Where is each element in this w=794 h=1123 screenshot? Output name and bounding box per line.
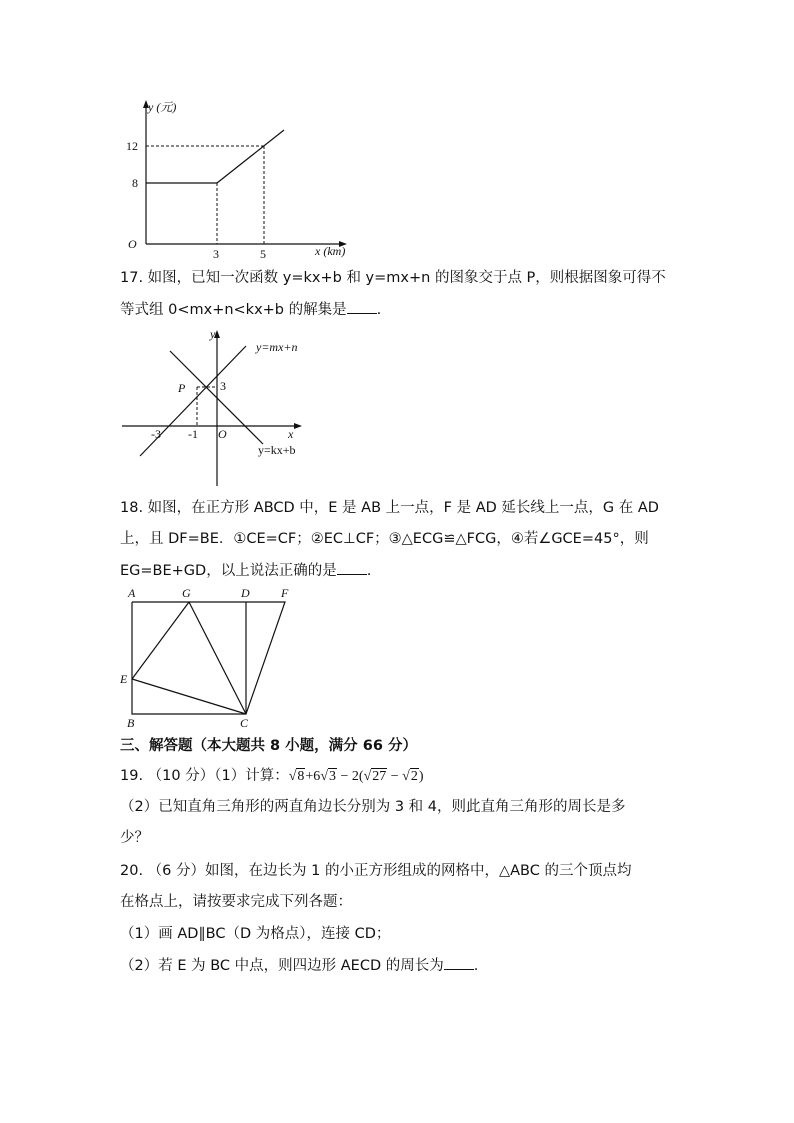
q17-line2-text: 等式组 0<mx+n<kx+b 的解集是 xyxy=(120,302,347,318)
radicand-27: 27 xyxy=(372,769,387,784)
point-p-label: P xyxy=(178,381,186,395)
label-e: E xyxy=(120,672,128,686)
linear-functions-svg xyxy=(118,326,318,486)
q20-end: . xyxy=(473,958,479,974)
tick-m1: -1 xyxy=(188,427,198,441)
radical-8: √8 xyxy=(288,769,305,784)
close-paren: ) xyxy=(418,769,424,784)
x-tick-5: 5 xyxy=(260,247,266,261)
y-axis-label: y (元) xyxy=(148,100,177,114)
q20-line2: 在格点上，请按要求完成下列各题： xyxy=(120,894,352,910)
q18-line3 xyxy=(120,560,371,581)
answer-blank xyxy=(347,299,377,314)
q19-prefix: 19. （10 分）（1）计算： xyxy=(120,768,289,784)
q20-line3: （1）画 AD∥BC（D 为格点），连接 CD； xyxy=(120,926,391,942)
fare-graph xyxy=(118,96,358,261)
q20-line4-text: （2）若 E 为 BC 中点，则四边形 AECD 的周长为 xyxy=(120,958,444,974)
x-tick-3: 3 xyxy=(213,247,219,261)
q20-line1: 20. （6 分）如图，在边长为 1 的小正方形组成的网格中，△ABC 的三个顶点均 xyxy=(120,863,632,879)
square-figure xyxy=(118,586,303,731)
q20-line4 xyxy=(120,955,478,976)
tick-m3: -3 xyxy=(151,427,161,441)
line-kb-label: y=kx+b xyxy=(258,443,296,457)
radical-27: √27 xyxy=(363,769,387,784)
q18-line3-text: EG=BE+GD，以上说法正确的是 xyxy=(120,563,337,579)
q18-line1: 18. 如图，在正方形 ABCD 中，E 是 AB 上一点，F 是 AD 延长线上一点，G 在 AD xyxy=(120,500,659,516)
y-tick-8: 8 xyxy=(132,176,138,190)
segment-eg xyxy=(132,602,189,679)
x-axis-arrow xyxy=(294,423,302,429)
tick-3: 3 xyxy=(220,379,226,393)
radical-3: √3 xyxy=(320,769,336,784)
outer-shape xyxy=(132,602,285,714)
q17-line2 xyxy=(120,299,381,320)
fare-graph-svg xyxy=(118,96,358,261)
segment-gc xyxy=(189,602,246,714)
q17-line1: 17. 如图，已知一次函数 y=kx+b 和 y=mx+n 的图象交于点 P，则根据图象可得不 xyxy=(120,270,666,286)
origin-label: O xyxy=(218,427,227,441)
radical-2: √2 xyxy=(402,769,418,784)
plus-6: +6 xyxy=(305,769,321,784)
radicand-2: 2 xyxy=(410,769,418,784)
q19-part2-line2: 少？ xyxy=(120,830,149,846)
origin-label: O xyxy=(128,237,137,251)
q18-line2: 上，且 DF=BE．①CE=CF；②EC⊥CF；③△ECG≌△FCG，④若∠GCE=45°，则 xyxy=(120,531,649,547)
label-b: B xyxy=(127,716,135,730)
label-d: D xyxy=(241,586,250,600)
label-f: F xyxy=(281,586,289,600)
line-mn-label: y=mx+n xyxy=(256,340,298,354)
rising-segment xyxy=(217,130,284,183)
y-tick-12: 12 xyxy=(126,139,138,153)
answer-blank xyxy=(444,955,474,970)
q19-line1 xyxy=(120,766,424,787)
q19-part2-line1: （2）已知直角三角形的两直角边长分别为 3 和 4，则此直角三角形的周长是多 xyxy=(120,799,626,815)
label-g: G xyxy=(182,586,191,600)
linear-functions-graph xyxy=(118,326,318,486)
section-heading: 三、解答题（本大题共 8 小题，满分 66 分） xyxy=(120,738,417,754)
radicand-8: 8 xyxy=(297,769,305,784)
q18-end: . xyxy=(366,563,372,579)
segment-ec xyxy=(132,679,246,714)
q17-end: . xyxy=(376,302,382,318)
y-label: y xyxy=(210,327,216,341)
square-figure-svg xyxy=(118,586,303,731)
label-a: A xyxy=(128,586,136,600)
label-c: C xyxy=(240,716,249,730)
x-axis-label: x (km) xyxy=(315,244,346,258)
minus-2: − 2( xyxy=(337,769,364,784)
radicand-3: 3 xyxy=(329,769,336,784)
minus-sign: − xyxy=(387,769,403,784)
answer-blank xyxy=(337,560,367,575)
x-label: x xyxy=(288,427,294,441)
